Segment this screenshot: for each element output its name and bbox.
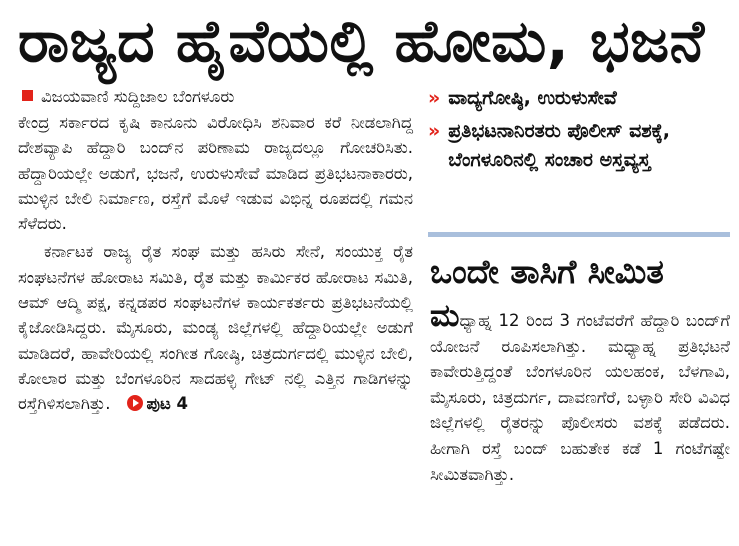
sidebar-article <box>430 298 730 487</box>
section-divider <box>428 232 730 237</box>
subhead: ಒಂದೇ ತಾಸಿಗೆ ಸೀಮಿತ <box>430 252 664 291</box>
red-square-icon <box>22 90 33 101</box>
headline: ರಾಜ್ಯದ ಹೈವೆಯಲ್ಲಿ ಹೋಮ, ಭಜನೆ <box>18 7 705 75</box>
continued-label: ಪುಟ 4 <box>146 394 188 414</box>
play-arrow-icon <box>127 395 143 411</box>
byline <box>18 84 413 110</box>
highlights-box <box>428 84 728 175</box>
byline-text: ವಿಜಯವಾಣಿ ಸುದ್ದಿಜಾಲ ಬೆಂಗಳೂರು <box>41 87 235 106</box>
drop-cap: ಮ <box>430 298 460 334</box>
highlight-item <box>428 117 728 175</box>
continued-link[interactable] <box>127 394 188 413</box>
article-paragraph-2 <box>18 239 413 416</box>
highlight-text: ಪ್ರತಿಭಟನಾನಿರತರು ಪೊಲೀಸ್ ವಶಕ್ಕೆ, ಬೆಂಗಳೂರಿನಲ್ಲಿ ಸಂಚಾರ ಅಸ್ತವ್ಯಸ್ತ <box>448 120 671 171</box>
double-chevron-icon: » <box>428 120 441 142</box>
double-chevron-icon: » <box>428 87 441 109</box>
article-paragraph-1: ಕೇಂದ್ರ ಸರ್ಕಾರದ ಕೃಷಿ ಕಾನೂನು ವಿರೋಧಿಸಿ ಶನಿವಾರ ಕರೆ ನೀಡಲಾಗಿದ್ದ ದೇಶವ್ಯಾಪಿ ಹೆದ್ದಾರಿ ಬಂದ್‌ನ ಪರಿಣಾಮ ರಾಜ್ಯದಲ್ಲೂ ಗೋಚರಿಸಿತು. ಹೆದ್ದಾರಿಯಲ್ಲೇ ಅಡುಗೆ, ಭಜನೆ, ಉರುಳುಸೇವೆ ಮಾಡಿದ ಪ್ರತಿಭಟನಾಕಾರರು, ಮುಳ್ಳಿನ ಬೇಲಿ ನಿರ್ಮಾಣ, ರಸ್ತೆಗೆ ಮೊಳೆ ಇಡುವ ವಿಭಿನ್ನ ರೂಪದಲ್ಲಿ ಗಮನ ಸೆಳೆದರು. <box>18 113 413 234</box>
main-article <box>18 84 413 417</box>
highlight-item <box>428 84 728 113</box>
sidebar-article-text: ಧ್ಯಾಹ್ನ 12 ರಿಂದ 3 ಗಂಟೆವರೆಗೆ ಹೆದ್ದಾರಿ ಬಂದ್‌ಗೆ ಯೋಜನೆ ರೂಪಿಸಲಾಗಿತ್ತು. ಮಧ್ಯಾಹ್ನ ಪ್ರತಿಭಟನೆ ಕಾವೇರುತ್ತಿದ್ದಂತೆ ಬೆಂಗಳೂರಿನ ಯಲಹಂಕ, ಬೆಳಗಾವಿ, ಮೈಸೂರು, ಚಿತ್ರದುರ್ಗ, ದಾವಣಗೆರೆ, ಬಳ್ಳಾರಿ ಸೇರಿ ವಿವಿಧ ಜಿಲ್ಲೆಗಳಲ್ಲಿ ರೈತರನ್ನು ಪೊಲೀಸರು ವಶಕ್ಕೆ ಪಡೆದರು. ಹೀಗಾಗಿ ರಸ್ತೆ ಬಂದ್ ಬಹುತೇಕ ಕಡೆ 1 ಗಂಟೆಗಷ್ಟೇ ಸೀಮಿತವಾಗಿತ್ತು. <box>430 311 730 484</box>
article-paragraph-2-text: ಕರ್ನಾಟಕ ರಾಜ್ಯ ರೈತ ಸಂಘ ಮತ್ತು ಹಸಿರು ಸೇನೆ, ಸಂಯುಕ್ತ ರೈತ ಸಂಘಟನೆಗಳ ಹೋರಾಟ ಸಮಿತಿ, ರೈತ ಮತ್ತು ಕಾರ್ಮಿಕರ ಹೋರಾಟ ಸಮಿತಿ, ಆಮ್ ಆದ್ಮಿ ಪಕ್ಷ, ಕನ್ನಡಪರ ಸಂಘಟನೆಗಳ ಕಾರ್ಯಕರ್ತರು ಪ್ರತಿಭಟನೆಯಲ್ಲಿ ಕೈಜೋಡಿಸಿದ್ದರು. ಮೈಸೂರು, ಮಂಡ್ಯ ಜಿಲ್ಲೆಗಳಲ್ಲಿ ಹೆದ್ದಾರಿಯಲ್ಲೇ ಅಡುಗೆ ಮಾಡಿದರೆ, ಹಾವೇರಿಯಲ್ಲಿ ಸಂಗೀತ ಗೋಷ್ಠಿ, ಚಿತ್ರದುರ್ಗದಲ್ಲಿ ಮುಳ್ಳಿನ ಬೇಲಿ, ಕೋಲಾರ ಮತ್ತು ಬೆಂಗಳೂರಿನ ಸಾದಹಳ್ಳಿ ಗೇಟ್ ನಲ್ಲಿ ಎತ್ತಿನ ಗಾಡಿಗಳನ್ನು ರಸ್ತೆಗಿಳಿಸಲಾಗಿತ್ತು. <box>18 242 413 414</box>
highlight-text: ವಾದ್ಯಗೋಷ್ಠಿ, ಉರುಳುಸೇವೆ <box>448 87 617 109</box>
